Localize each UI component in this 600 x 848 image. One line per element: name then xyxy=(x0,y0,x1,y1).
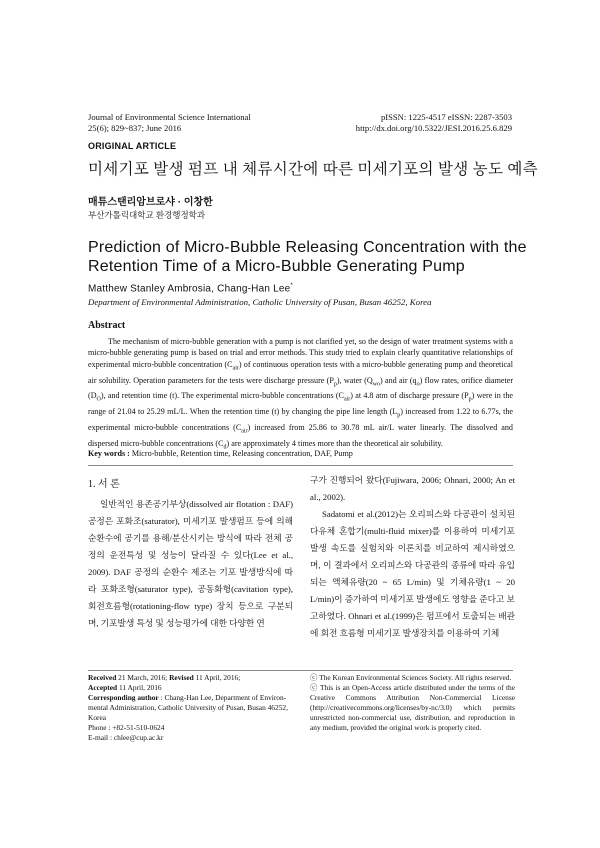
journal-ids xyxy=(356,112,512,134)
email[interactable]: E-mail : chlee@cup.ac.kr xyxy=(88,733,164,742)
footer-divider xyxy=(88,670,513,671)
phone: Phone : +82-51-510-0624 xyxy=(88,723,165,732)
korean-authors: 매튜스탠리암브로샤 · 이창한 xyxy=(88,197,213,208)
journal-name: Journal of Environmental Science International xyxy=(88,112,251,122)
license-text: ⓒ This is an Open-Access article distributed under the terms of the Creative Commons Attribution Non-Commercial License (http://creativecommons.org/licenses/by-nc/3.0) which permits unrestricted non-commercial use, distribution, and reproduction in any medium, provided the original work is properly cited. xyxy=(310,683,515,732)
right-column xyxy=(310,472,515,642)
keywords-divider xyxy=(88,465,513,466)
left-column xyxy=(88,496,293,632)
article-history: Received 21 March, 2016; Revised 11 April, 2016; Accepted 11 April, 2016 Corresponding author : Chang-Han Lee, Department of Environ-mental Administration, Catholic University of Pusan, Busan 46252, Korea Phone : +82-51-510-0624 E-mail : chlee@cup.ac.kr xyxy=(88,673,293,743)
keywords-label: Key words : xyxy=(88,449,130,458)
right-paragraph-cont: 구가 진행되어 왔다(Fujiwara, 2006; Ohnari, 2000; An et al., 2002). xyxy=(310,475,515,502)
doi-link[interactable]: http://dx.doi.org/10.5322/JESI.2016.25.6.829 xyxy=(355,123,512,133)
english-authors xyxy=(88,283,293,294)
journal-info xyxy=(88,112,251,134)
english-affiliation: Department of Environmental Administration, Catholic University of Pusan, Busan 46252, Korea xyxy=(88,297,432,307)
keywords-list: Micro-bubble, Retention time, Releasing concentration, DAF, Pump xyxy=(129,449,353,458)
section-title: 1. 서 론 xyxy=(88,479,120,490)
corresponding-mark: * xyxy=(290,283,293,289)
license-notice xyxy=(310,673,515,733)
korean-title: 미세기포 발생 펌프 내 체류시간에 따른 미세기포의 발생 농도 예측 xyxy=(88,161,538,178)
right-paragraph: Sadatomi et al.(2012)는 오리피스와 다공관이 설치된 다유체 혼합기(multi-fluid mixer)를 이용하여 미세기포 발생 속도를 실험치와 이론치를 비교하여 제시하였으며, 이 결과에서 오리피스와 다공관의 종류에 따라 유입되는 액체유량(20 ~ 65 L/min) 및 기체유량(1 ~ 20 L/min)이 증가하여 미세기포 발생에도 영향을 준다고 보고하였다. Ohnari et al.(1999)은 펌프에서 토출되는 배관에 회전 흐름형 미세기포 발생장치를 이용하여 기체 xyxy=(310,509,516,638)
journal-issue: 25(6); 829~837; June 2016 xyxy=(88,123,182,133)
abstract-text: The mechanism of micro-bubble generation with a pump is not clarified yet, so the design of water treatment systems with a micro-bubble generating pump is based on trial and error methods. This study tried to explain clearly quantitative relationships of experimental micro-bubble concentration $(C_{air})$ of continuous operation tests with a micro-bubble generating pump and theoretical air solubility. Operation parameters for the tests were discharge pressure $(P_p)$, water $(Q_{wo})$ and air $(q_o)$ flow rates, orifice diameter $(D_O)$, and retention time (t). The experimental micro-bubble concentrations $(C_{air})$ at 4.8 atm of discharge pressure $(P_p)$ were in the range of 21.04 to 25.29 mL/L. When the retention time (t) by changing the pipe line length $(L_p)$ increased from 1.22 to 6.77s, the experimental micro-bubble concentrations $(C_{air})$ increased from 25.86 to 30.78 mL air/L water linearly. The dissolved and dispersed micro-bubble concentrations $(C_d)$ are approximately 4 times more than the theoretical air solubility. xyxy=(88,337,514,451)
abstract-heading: Abstract xyxy=(88,320,126,331)
keywords xyxy=(88,449,513,458)
article-type: ORIGINAL ARTICLE xyxy=(88,141,177,151)
english-title: Prediction of Micro-Bubble Releasing Concentration with the Retention Time of a Micro-Bubble Generating Pump xyxy=(88,239,527,275)
left-paragraph: 일반적인 용존공기부상(dissolved air flotation : DAF) 공정은 포화조(saturator), 미세기포 발생펌프 등에 의해 순환수에 공기를 용해/분산시키는 방식에 따라 전체 공정의 운전특성 및 성능이 달라질 수 있다(Lee et al., 2009). DAF 공정의 순환수 제조는 기포 발생방식에 따라 포화조형(saturator type), 공동화형(cavitation type), 회전흐름형(rotationing-flow type) 장치 등으로 구분되며, 기포발생 특성 및 성능평가에 대한 다양한 연 xyxy=(88,499,293,628)
issn: pISSN: 1225-4517 eISSN: 2287-3503 xyxy=(380,112,512,122)
copyright-line: ⓒ The Korean Environmental Sciences Society. All rights reserved. xyxy=(310,673,512,682)
korean-affiliation: 부산가톨릭대학교 환경행정학과 xyxy=(88,210,206,220)
english-authors-names: Matthew Stanley Ambrosia, Chang-Han Lee xyxy=(88,283,291,295)
